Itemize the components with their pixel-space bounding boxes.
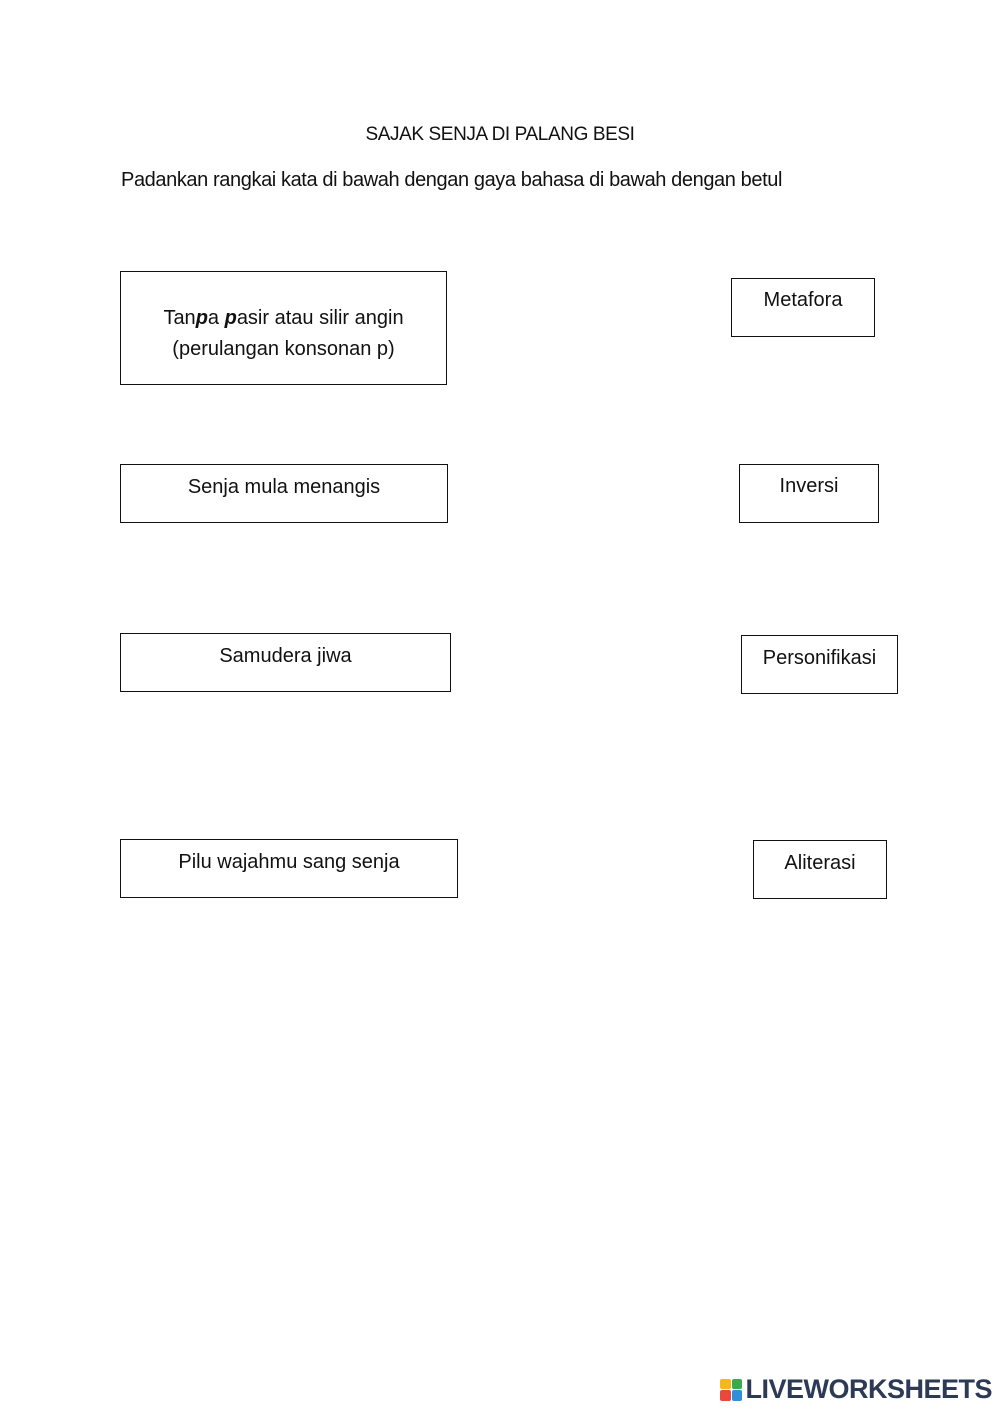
logo-square-1 bbox=[720, 1379, 731, 1390]
phrase-1-line-2: (perulangan konsonan p) bbox=[172, 338, 395, 360]
phrase-1-emphasis-1: p bbox=[195, 307, 208, 329]
logo-square-3 bbox=[720, 1390, 731, 1401]
answer-box-inversi[interactable] bbox=[739, 464, 879, 523]
page-title: SAJAK SENJA DI PALANG BESI bbox=[365, 124, 635, 145]
liveworksheets-logo-icon bbox=[720, 1379, 742, 1401]
answer-4-text: Aliterasi bbox=[784, 852, 856, 874]
logo-square-4 bbox=[732, 1390, 743, 1401]
instruction-text: Padankan rangkai kata di bawah dengan gaya bahasa di bawah dengan betul bbox=[121, 169, 783, 191]
liveworksheets-logo-text: LIVEWORKSHEETS bbox=[745, 1374, 992, 1404]
liveworksheets-logo bbox=[720, 1374, 992, 1405]
phrase-1-text-e: asir atau silir angin bbox=[236, 307, 404, 329]
phrase-1-line-1 bbox=[121, 303, 446, 334]
answer-1-text: Metafora bbox=[763, 289, 843, 311]
phrase-box-1[interactable] bbox=[120, 271, 447, 385]
phrase-2-text: Senja mula menangis bbox=[187, 476, 381, 498]
phrase-4-text: Pilu wajahmu sang senja bbox=[178, 851, 400, 873]
phrase-box-4[interactable] bbox=[120, 839, 458, 898]
phrase-3-text: Samudera jiwa bbox=[219, 645, 352, 667]
answer-box-metafora[interactable] bbox=[731, 278, 875, 337]
answer-box-aliterasi[interactable] bbox=[753, 840, 887, 899]
logo-square-2 bbox=[732, 1379, 743, 1390]
phrase-box-2[interactable] bbox=[120, 464, 448, 523]
phrase-1-text-c: a bbox=[207, 307, 225, 329]
phrase-1-text-a: Tan bbox=[163, 307, 196, 329]
answer-3-text: Personifikasi bbox=[762, 647, 877, 669]
phrase-box-3[interactable] bbox=[120, 633, 451, 692]
answer-box-personifikasi[interactable] bbox=[741, 635, 898, 694]
phrase-1-emphasis-2: p bbox=[224, 307, 237, 329]
answer-2-text: Inversi bbox=[779, 475, 839, 497]
